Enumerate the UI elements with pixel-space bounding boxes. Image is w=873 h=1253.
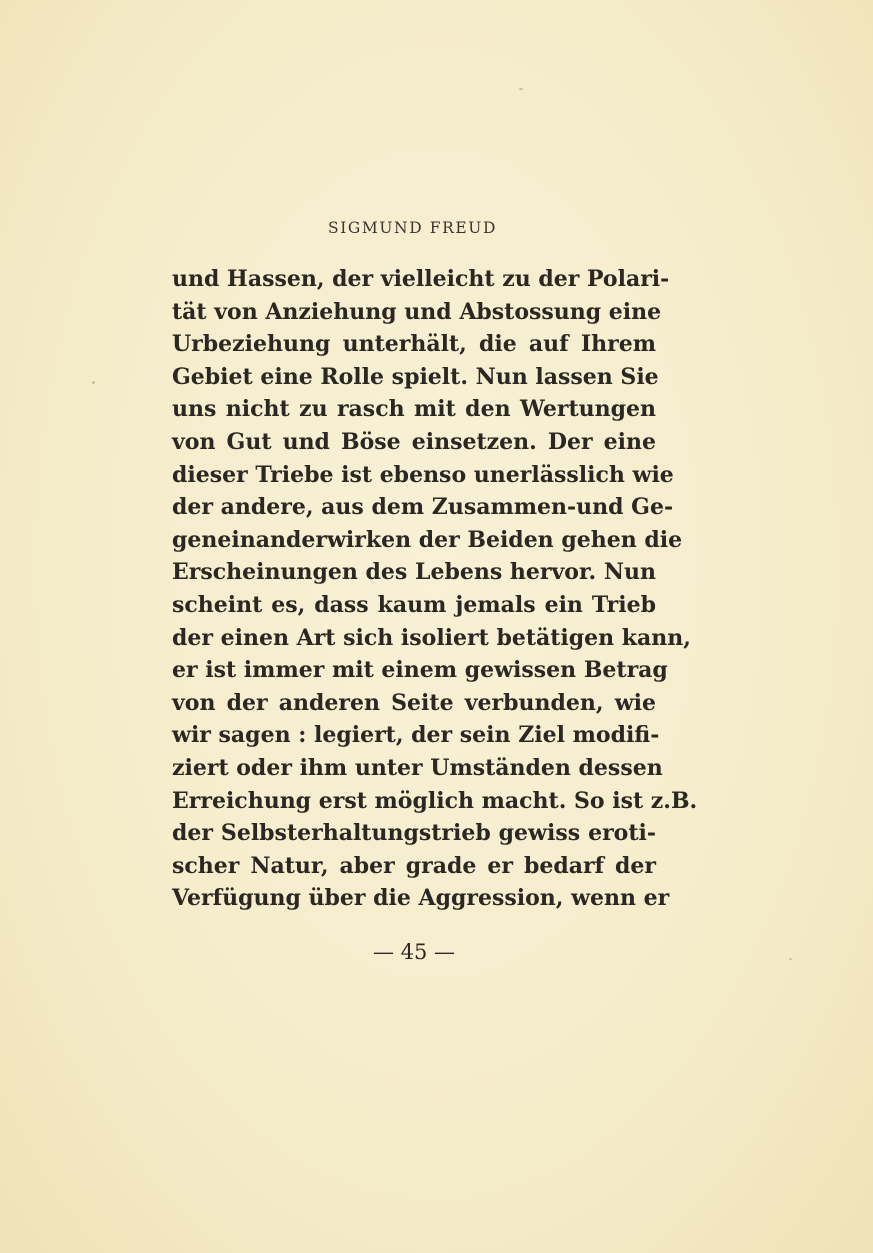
text-line: dieser Triebe ist ebenso unerlässlich wie	[172, 461, 674, 488]
text-line: geneinanderwirken der Beiden gehen die	[172, 526, 683, 553]
running-head: SIGMUND FREUD	[327, 219, 497, 237]
text-line: von der anderen Seite verbunden, wie	[172, 689, 656, 716]
text-line: Urbeziehung unterhält, die auf Ihrem	[172, 331, 656, 358]
text-line: scheint es, dass kaum jemals ein Trieb	[172, 591, 656, 618]
text-line: scher Natur, aber grade er bedarf der	[172, 852, 656, 879]
text-line: Erscheinungen des Lebens hervor. Nun	[172, 559, 656, 586]
text-line: uns nicht zu rasch mit den Wertungen	[172, 396, 656, 423]
text-line: der andere, aus dem Zusammen-und Ge-	[172, 494, 674, 521]
text-line: Verfügung über die Aggression, wenn er	[172, 885, 670, 912]
text-line: tät von Anziehung und Abstossung eine	[172, 298, 662, 325]
text-line: der Selbsterhaltungstrieb gewiss eroti-	[172, 820, 656, 847]
text-line: er ist immer mit einem gewissen Betrag	[172, 657, 668, 684]
text-line: wir sagen : legiert, der sein Ziel modifi-	[172, 722, 660, 749]
text-line: von Gut und Böse einsetzen. Der eine	[172, 428, 656, 455]
body-text	[172, 263, 698, 915]
text-line: und Hassen, der vielleicht zu der Polari-	[172, 266, 670, 292]
text-line: der einen Art sich isoliert betätigen kann,	[172, 624, 691, 651]
text-line: ziert oder ihm unter Umständen dessen	[172, 754, 663, 781]
text-line: Erreichung erst möglich macht. So ist z.B.	[172, 787, 698, 814]
paper-speck	[789, 958, 792, 960]
page-number: — 45 —	[372, 940, 456, 964]
paper-speck	[92, 381, 95, 384]
paper-speck	[519, 88, 523, 90]
text-line: Gebiet eine Rolle spielt. Nun lassen Sie	[172, 363, 659, 390]
